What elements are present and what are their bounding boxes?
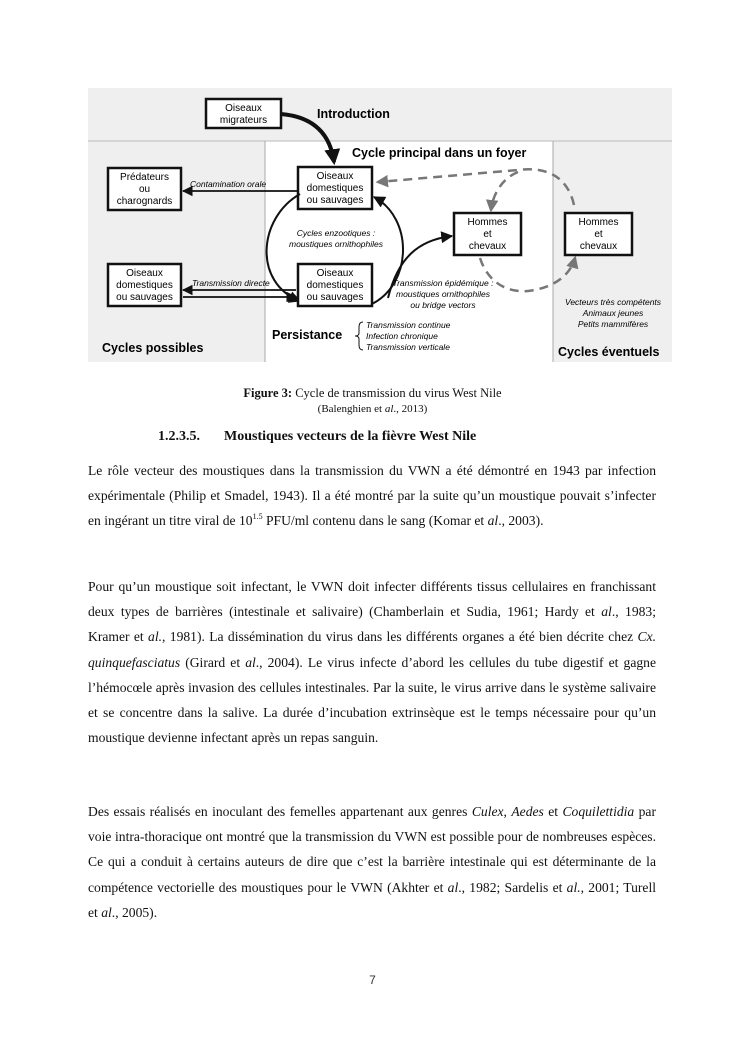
svg-text:Oiseaux: Oiseaux (225, 103, 262, 114)
figure-caption-label: Figure 3: (243, 386, 293, 400)
genus-name: Coquilettidia (562, 804, 635, 819)
enzootic-label-line2: moustiques ornithophiles (288, 239, 384, 249)
svg-text:Oiseaux: Oiseaux (126, 268, 163, 279)
persistence-item-2: Infection chronique (366, 331, 438, 341)
svg-text:migrateurs: migrateurs (219, 115, 268, 126)
box-birds-left (108, 264, 181, 306)
svg-text:domestiques: domestiques (306, 183, 364, 194)
transmission-cycle-figure (88, 88, 672, 362)
svg-text:domestiques: domestiques (116, 280, 173, 291)
text: (Girard et (180, 654, 246, 670)
svg-text:Hommes: Hommes (578, 217, 619, 228)
page-number: 7 (369, 973, 376, 987)
text: ., 2004). Le virus infecte d’abord les cellules du tube digestif et gagne l’hémocœle après invasion des cellules intestinales. Par la suite, le virus arrive dans le système salivaire et se concentre dans la salive. La durée d’incubation extrinsèque est le temps nécessaire pour qu’un moustique devienne infectant après un repas sanguin. (88, 654, 656, 746)
section-number: 1.2.3.5. (158, 429, 200, 444)
enzootic-label-line1: Cycles enzootiques : (296, 228, 376, 238)
svg-text:ou sauvages: ou sauvages (116, 292, 173, 303)
text: PFU/ml contenu dans le sang (Komar et (262, 513, 488, 529)
text: , (503, 804, 512, 819)
eventual-note-1: Vecteurs très compétents (564, 297, 662, 307)
text: par voie intra-thoracique ont montré que la transmission du VWN est possible pour de nombreuses espèces. Ce qui a conduit à certains auteurs de dire que c’est la barrière intestinale qui est déterminante de la compétence vectorielle des moustiques pour le VWN (Akhter et (88, 804, 656, 895)
figure-caption-text: Cycle de transmission du virus West Nile (292, 386, 502, 400)
eventual-cycles-title: Cycles éventuels (558, 345, 660, 359)
paragraph-2 (88, 574, 656, 750)
svg-text:et: et (483, 229, 492, 240)
paragraph-3 (88, 799, 656, 925)
italic-al: al. (148, 629, 163, 645)
persistence-item-1: Transmission continue (366, 320, 451, 330)
possible-cycles-title: Cycles possibles (102, 341, 204, 355)
text: , 1981). La dissémination du virus dans les différents organes a été bien décrite chez (162, 629, 638, 645)
text: ., 2003). (498, 513, 544, 529)
source-al: al (384, 403, 394, 415)
italic-al: al (487, 513, 499, 529)
svg-text:charognards: charognards (116, 196, 173, 207)
svg-text:domestiques: domestiques (306, 280, 364, 291)
box-birds-main-bottom (298, 264, 372, 306)
superscript-exponent: 1.5 (252, 512, 263, 522)
introduction-label: Introduction (317, 107, 390, 121)
direct-transmission-label: Transmission directe (192, 278, 270, 288)
svg-text:ou: ou (138, 184, 151, 195)
svg-text:et: et (594, 229, 603, 240)
svg-text:ou sauvages: ou sauvages (306, 195, 364, 206)
epidemic-label-line2: moustiques ornithophiles (395, 289, 491, 299)
italic-al: al (601, 604, 612, 620)
box-birds-main-top (298, 167, 372, 209)
text: , 2001; Turell et (88, 879, 657, 920)
epidemic-label-line1: Transmission épidémique : (392, 278, 494, 288)
box-humans-horses-eventual (565, 213, 632, 255)
svg-text:chevaux: chevaux (579, 241, 618, 252)
main-cycle-title: Cycle principal dans un foyer (352, 146, 527, 160)
section-heading (158, 429, 476, 445)
box-humans-horses-main (454, 213, 521, 255)
svg-text:Oiseaux: Oiseaux (316, 171, 354, 182)
eventual-note-3: Petits mammifères (577, 319, 649, 329)
figure-caption (0, 386, 745, 401)
svg-text:chevaux: chevaux (468, 241, 507, 252)
svg-text:Hommes: Hommes (467, 217, 508, 228)
cycle-diagram (88, 88, 672, 362)
paragraph-1 (88, 458, 656, 534)
genus-name: Aedes (511, 804, 544, 819)
italic-al: al (101, 904, 112, 920)
svg-text:Prédateurs: Prédateurs (120, 172, 169, 183)
persistence-item-3: Transmission verticale (366, 342, 450, 352)
figure-source (0, 403, 745, 415)
box-migratory-birds (206, 99, 281, 128)
source-text: (Balenghien et (317, 403, 385, 415)
text: Des essais réalisés en inoculant des femelles appartenant aux genres (88, 804, 472, 819)
text: et (543, 804, 563, 819)
genus-name: Culex (471, 804, 504, 819)
text: Pour qu’un moustique soit infectant, le VWN doit infecter différents tissus cellulaires en franchissant deux types de barrières (intestinale et salivaire) (Chamberlain et Sudia, 1961; Hardy et (88, 579, 656, 620)
text: ., 1983; Kramer et (88, 604, 656, 645)
persistence-title: Persistance (272, 328, 343, 342)
section-title: Moustiques vecteurs de la fièvre West Nile (224, 429, 477, 444)
eventual-note-2: Animaux jeunes (582, 308, 644, 318)
italic-al: al (447, 879, 459, 895)
svg-text:Oiseaux: Oiseaux (316, 268, 354, 279)
text: Le rôle vecteur des moustiques dans la transmission du VWN a été démontré en 1943 par infection expérimentale (Philip et Smadel, 1943). Il a été montré par la suite qu’un moustique pouvait s’infecter en ingérant un titre viral de 10 (88, 463, 656, 529)
oral-contamination-label: Contamination orale (190, 179, 267, 189)
source-text-end: ., 2013) (393, 403, 428, 415)
box-predators (108, 168, 181, 210)
italic-al: al (245, 654, 256, 670)
text: ., 1982; Sardelis et (458, 879, 567, 895)
species-name: Cx. quinquefasciatus (88, 629, 656, 670)
italic-al: al. (566, 879, 581, 895)
epidemic-label-line3: ou bridge vectors (410, 300, 476, 310)
svg-text:ou sauvages: ou sauvages (306, 292, 364, 303)
text: ., 2005). (111, 904, 158, 920)
